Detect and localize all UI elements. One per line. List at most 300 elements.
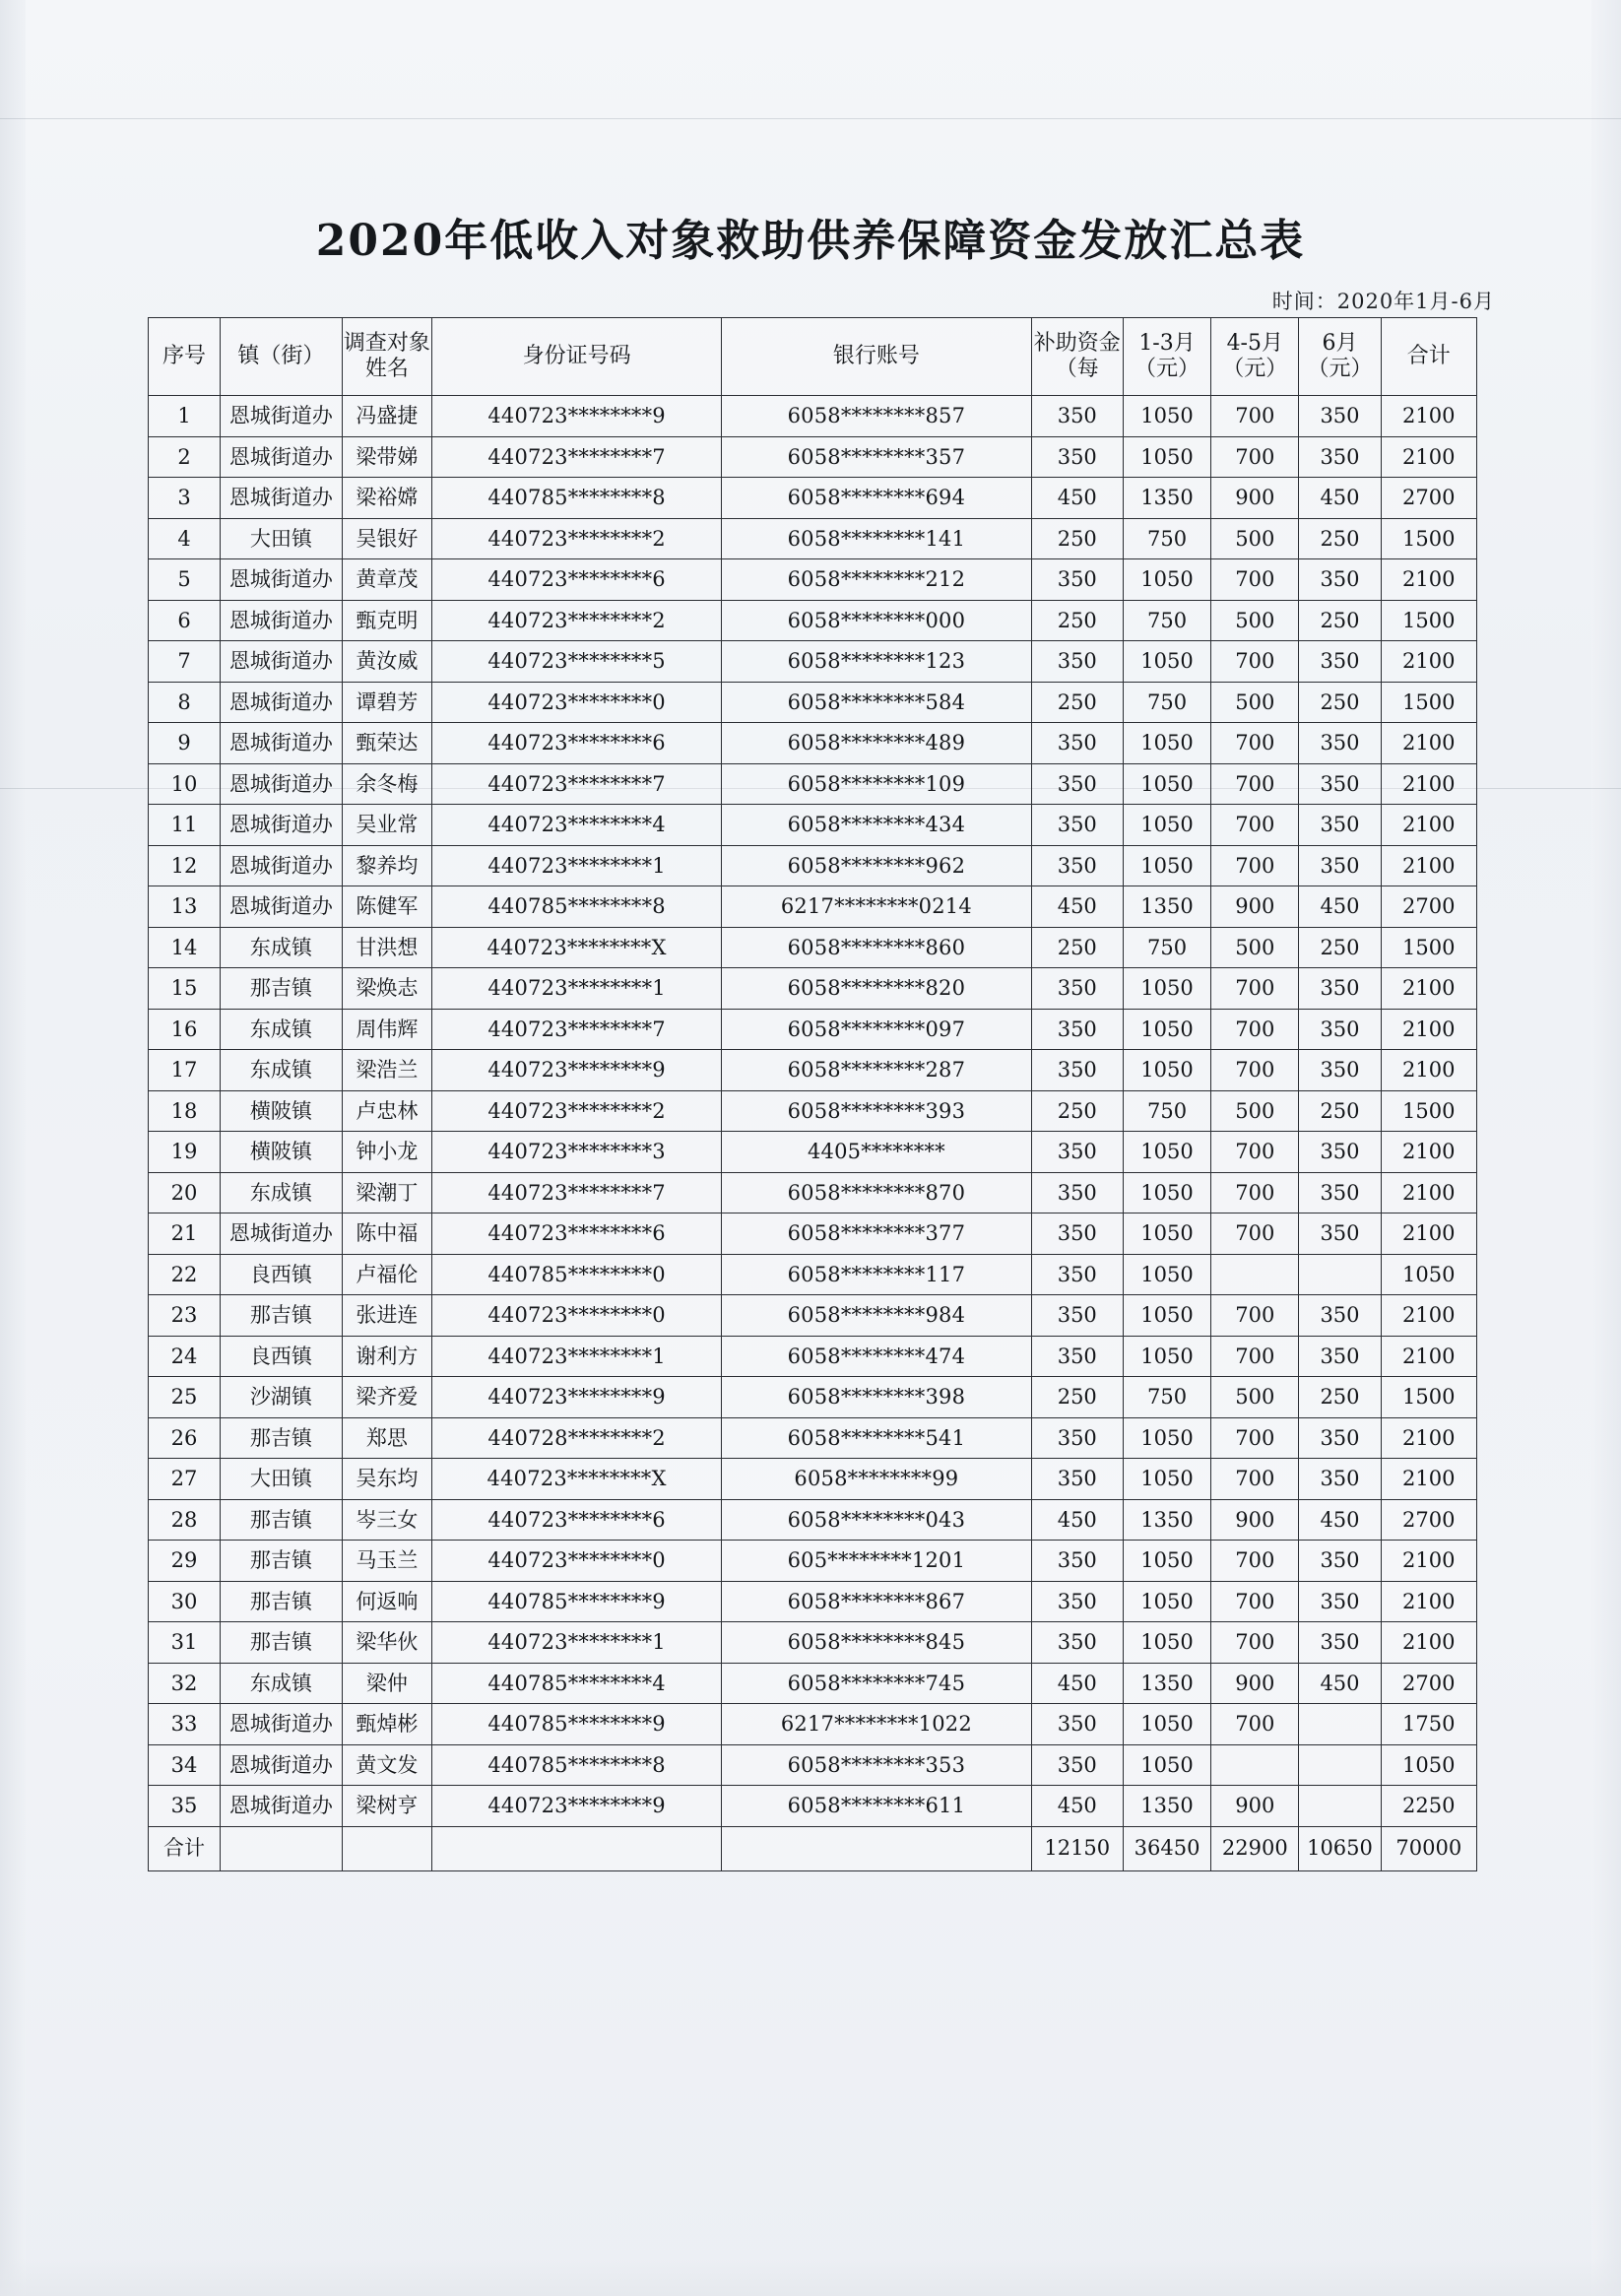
row-month-1-3: 1350 [1123, 1663, 1210, 1704]
row-name: 梁带娣 [342, 436, 431, 478]
row-id-number: 440723********2 [432, 600, 722, 641]
row-id-number: 440723********1 [432, 1622, 722, 1664]
table-header [149, 318, 1477, 396]
row-month-1-3: 1050 [1123, 1581, 1210, 1622]
header-row [149, 318, 1477, 396]
row-month-6: 250 [1299, 927, 1381, 968]
row-month-1-3: 1350 [1123, 478, 1210, 519]
row-bank-account: 6058********398 [722, 1377, 1031, 1418]
row-town: 东成镇 [221, 1050, 343, 1091]
row-subsidy: 350 [1031, 1581, 1123, 1622]
row-bank-account: 6058********097 [722, 1009, 1031, 1050]
row-subsidy: 350 [1031, 1214, 1123, 1255]
row-month-6 [1299, 1704, 1381, 1745]
row-month-6: 350 [1299, 559, 1381, 601]
row-month-4-5: 700 [1211, 1704, 1299, 1745]
row-month-4-5: 700 [1211, 436, 1299, 478]
row-index: 26 [149, 1417, 221, 1459]
row-month-6: 350 [1299, 641, 1381, 683]
date-range-label: 时间：2020年1月-6月 [1271, 290, 1495, 313]
row-total: 2100 [1381, 1214, 1476, 1255]
row-month-4-5: 700 [1211, 396, 1299, 437]
row-name: 陈中福 [342, 1214, 431, 1255]
row-name: 黄汝威 [342, 641, 431, 683]
row-month-4-5: 700 [1211, 1295, 1299, 1337]
row-name: 甄荣达 [342, 723, 431, 764]
row-month-4-5: 500 [1211, 927, 1299, 968]
row-total: 1750 [1381, 1704, 1476, 1745]
row-month-6: 350 [1299, 1295, 1381, 1337]
row-town: 恩城街道办 [221, 641, 343, 683]
row-town: 恩城街道办 [221, 1786, 343, 1827]
table-row [149, 1499, 1477, 1541]
row-town: 恩城街道办 [221, 478, 343, 519]
row-town: 那吉镇 [221, 1417, 343, 1459]
row-total-bank-account [722, 1826, 1031, 1870]
row-id-number: 440723********X [432, 1459, 722, 1500]
row-total: 2100 [1381, 805, 1476, 846]
column-header-month-1-3: 1-3月（元） [1123, 318, 1210, 396]
row-name: 吴业常 [342, 805, 431, 846]
row-total: 2100 [1381, 641, 1476, 683]
row-total-month-6: 10650 [1299, 1826, 1381, 1870]
summary-table-container [148, 317, 1477, 1871]
table-row [149, 1254, 1477, 1295]
row-month-4-5: 900 [1211, 478, 1299, 519]
row-subsidy: 350 [1031, 1336, 1123, 1377]
row-month-6: 450 [1299, 1499, 1381, 1541]
row-name: 张进连 [342, 1295, 431, 1337]
row-total-name [342, 1826, 431, 1870]
row-month-6: 350 [1299, 1581, 1381, 1622]
row-name: 冯盛捷 [342, 396, 431, 437]
row-bank-account: 6058********434 [722, 805, 1031, 846]
row-index: 3 [149, 478, 221, 519]
column-header-month-6: 6月（元） [1299, 318, 1381, 396]
row-name: 梁华伙 [342, 1622, 431, 1664]
row-subsidy: 350 [1031, 723, 1123, 764]
row-subsidy: 350 [1031, 559, 1123, 601]
row-month-4-5: 900 [1211, 1663, 1299, 1704]
row-bank-account: 6058********745 [722, 1663, 1031, 1704]
row-month-4-5: 500 [1211, 600, 1299, 641]
row-id-number: 440728********2 [432, 1417, 722, 1459]
column-header-name: 调查对象姓名 [342, 318, 431, 396]
row-month-1-3: 1050 [1123, 1172, 1210, 1214]
row-id-number: 440723********9 [432, 1377, 722, 1418]
row-town: 恩城街道办 [221, 845, 343, 886]
row-total: 2100 [1381, 845, 1476, 886]
table-row [149, 682, 1477, 723]
table-row [149, 1541, 1477, 1582]
row-subsidy: 350 [1031, 396, 1123, 437]
row-index: 27 [149, 1459, 221, 1500]
total-row-label: 合计 [149, 1826, 221, 1870]
row-month-4-5: 700 [1211, 559, 1299, 601]
row-id-number: 440723********6 [432, 559, 722, 601]
row-index: 25 [149, 1377, 221, 1418]
row-total: 1500 [1381, 1090, 1476, 1132]
row-bank-account: 6058********860 [722, 927, 1031, 968]
row-index: 13 [149, 886, 221, 928]
table-row [149, 723, 1477, 764]
row-name: 吴银好 [342, 518, 431, 559]
row-bank-account: 6058********857 [722, 396, 1031, 437]
row-town: 那吉镇 [221, 968, 343, 1010]
row-id-number: 440723********6 [432, 1499, 722, 1541]
row-index: 19 [149, 1132, 221, 1173]
row-id-number: 440785********0 [432, 1254, 722, 1295]
row-month-6: 350 [1299, 845, 1381, 886]
row-town: 那吉镇 [221, 1295, 343, 1337]
row-bank-account: 6058********043 [722, 1499, 1031, 1541]
row-total: 1050 [1381, 1744, 1476, 1786]
row-id-number: 440723********1 [432, 1336, 722, 1377]
row-total: 2100 [1381, 1581, 1476, 1622]
table-row [149, 1744, 1477, 1786]
row-total: 2100 [1381, 968, 1476, 1010]
row-id-number: 440723********7 [432, 1172, 722, 1214]
row-name: 谢利方 [342, 1336, 431, 1377]
row-month-1-3: 1050 [1123, 1417, 1210, 1459]
row-month-6: 350 [1299, 1050, 1381, 1091]
row-name: 梁仲 [342, 1663, 431, 1704]
row-subsidy: 350 [1031, 1172, 1123, 1214]
row-month-6: 350 [1299, 396, 1381, 437]
row-month-1-3: 1050 [1123, 845, 1210, 886]
row-month-4-5: 500 [1211, 518, 1299, 559]
table-row [149, 436, 1477, 478]
row-subsidy: 450 [1031, 1499, 1123, 1541]
column-header-total: 合计 [1381, 318, 1476, 396]
row-id-number: 440785********8 [432, 1744, 722, 1786]
row-bank-account: 6058********287 [722, 1050, 1031, 1091]
row-month-1-3: 1050 [1123, 968, 1210, 1010]
row-name: 马玉兰 [342, 1541, 431, 1582]
row-id-number: 440723********3 [432, 1132, 722, 1173]
row-index: 20 [149, 1172, 221, 1214]
row-month-1-3: 1050 [1123, 1704, 1210, 1745]
row-town: 横陂镇 [221, 1132, 343, 1173]
row-month-6 [1299, 1254, 1381, 1295]
row-bank-account: 6058********123 [722, 641, 1031, 683]
row-subsidy: 250 [1031, 1090, 1123, 1132]
row-town: 恩城街道办 [221, 396, 343, 437]
row-town: 东成镇 [221, 1172, 343, 1214]
table-row [149, 763, 1477, 805]
row-id-number: 440723********4 [432, 805, 722, 846]
row-index: 8 [149, 682, 221, 723]
row-total-month-4-5: 22900 [1211, 1826, 1299, 1870]
page-edge-right [1591, 0, 1621, 2296]
row-month-1-3: 1050 [1123, 396, 1210, 437]
column-header-id-number: 身份证号码 [432, 318, 722, 396]
row-id-number: 440723********2 [432, 518, 722, 559]
row-index: 23 [149, 1295, 221, 1337]
row-month-6: 250 [1299, 682, 1381, 723]
row-index: 31 [149, 1622, 221, 1664]
row-index: 9 [149, 723, 221, 764]
row-month-1-3: 1350 [1123, 886, 1210, 928]
row-bank-account: 6058********117 [722, 1254, 1031, 1295]
row-month-4-5: 900 [1211, 1499, 1299, 1541]
row-total: 2100 [1381, 1459, 1476, 1500]
row-month-1-3: 750 [1123, 927, 1210, 968]
row-month-6: 350 [1299, 805, 1381, 846]
row-bank-account: 6058********141 [722, 518, 1031, 559]
column-header-bank-account: 银行账号 [722, 318, 1031, 396]
row-index: 6 [149, 600, 221, 641]
row-bank-account: 6058********377 [722, 1214, 1031, 1255]
row-id-number: 440723********9 [432, 1050, 722, 1091]
row-total: 2100 [1381, 1009, 1476, 1050]
row-total: 2100 [1381, 763, 1476, 805]
row-month-6: 250 [1299, 1377, 1381, 1418]
row-month-6: 350 [1299, 723, 1381, 764]
row-subsidy: 350 [1031, 1295, 1123, 1337]
table-row [149, 968, 1477, 1010]
row-total: 2700 [1381, 1663, 1476, 1704]
row-subsidy: 350 [1031, 845, 1123, 886]
row-town: 恩城街道办 [221, 600, 343, 641]
table-row [149, 1336, 1477, 1377]
row-id-number: 440723********1 [432, 845, 722, 886]
row-town: 东成镇 [221, 1009, 343, 1050]
row-month-6 [1299, 1744, 1381, 1786]
page-edge-bottom [0, 2257, 1621, 2296]
row-index: 10 [149, 763, 221, 805]
row-month-1-3: 1050 [1123, 723, 1210, 764]
row-index: 33 [149, 1704, 221, 1745]
row-total-town [221, 1826, 343, 1870]
row-index: 2 [149, 436, 221, 478]
row-month-4-5: 700 [1211, 1541, 1299, 1582]
row-bank-account: 6058********962 [722, 845, 1031, 886]
row-month-4-5: 500 [1211, 1377, 1299, 1418]
row-month-4-5: 700 [1211, 1336, 1299, 1377]
row-index: 34 [149, 1744, 221, 1786]
row-bank-account: 6058********845 [722, 1622, 1031, 1664]
row-subsidy: 450 [1031, 1663, 1123, 1704]
row-town: 良西镇 [221, 1336, 343, 1377]
row-name: 甘洪想 [342, 927, 431, 968]
row-id-number: 440785********8 [432, 886, 722, 928]
row-month-4-5 [1211, 1254, 1299, 1295]
row-bank-account: 4405******** [722, 1132, 1031, 1173]
table-row [149, 805, 1477, 846]
row-month-1-3: 1050 [1123, 559, 1210, 601]
table-row [149, 396, 1477, 437]
row-town: 东成镇 [221, 927, 343, 968]
row-month-6: 350 [1299, 1172, 1381, 1214]
row-month-6: 450 [1299, 1663, 1381, 1704]
row-total: 2100 [1381, 1336, 1476, 1377]
row-month-4-5: 500 [1211, 1090, 1299, 1132]
row-town: 那吉镇 [221, 1541, 343, 1582]
row-month-1-3: 1050 [1123, 1214, 1210, 1255]
row-name: 黎养均 [342, 845, 431, 886]
row-town: 那吉镇 [221, 1499, 343, 1541]
table-row [149, 886, 1477, 928]
row-month-1-3: 1050 [1123, 1254, 1210, 1295]
row-name: 卢忠林 [342, 1090, 431, 1132]
row-id-number: 440723********7 [432, 763, 722, 805]
row-index: 21 [149, 1214, 221, 1255]
row-month-6: 450 [1299, 886, 1381, 928]
row-name: 周伟辉 [342, 1009, 431, 1050]
row-month-1-3: 1050 [1123, 1336, 1210, 1377]
row-total: 2100 [1381, 396, 1476, 437]
column-header-subsidy: 补助资金（每 [1031, 318, 1123, 396]
table-row [149, 1622, 1477, 1664]
row-id-number: 440723********0 [432, 682, 722, 723]
row-town: 恩城街道办 [221, 763, 343, 805]
table-row [149, 1172, 1477, 1214]
row-month-1-3: 1050 [1123, 1132, 1210, 1173]
row-total: 1500 [1381, 518, 1476, 559]
row-name: 陈健军 [342, 886, 431, 928]
row-name: 黄章茂 [342, 559, 431, 601]
row-subsidy: 350 [1031, 1132, 1123, 1173]
page-title: 2020年低收入对象救助供养保障资金发放汇总表 [315, 216, 1306, 266]
row-subsidy: 450 [1031, 478, 1123, 519]
row-total: 2100 [1381, 1050, 1476, 1091]
row-id-number: 440785********9 [432, 1704, 722, 1745]
row-index: 1 [149, 396, 221, 437]
row-name: 何返响 [342, 1581, 431, 1622]
row-month-6: 350 [1299, 1541, 1381, 1582]
table-row [149, 518, 1477, 559]
row-index: 35 [149, 1786, 221, 1827]
row-month-4-5: 700 [1211, 723, 1299, 764]
table-row [149, 641, 1477, 683]
row-bank-account: 6058********000 [722, 600, 1031, 641]
row-total: 2100 [1381, 1417, 1476, 1459]
table-row [149, 1132, 1477, 1173]
table-total-row [149, 1826, 1477, 1870]
row-subsidy: 250 [1031, 682, 1123, 723]
row-index: 11 [149, 805, 221, 846]
table-row [149, 1581, 1477, 1622]
row-month-1-3: 750 [1123, 518, 1210, 559]
row-index: 30 [149, 1581, 221, 1622]
row-id-number: 440723********0 [432, 1541, 722, 1582]
row-town: 沙湖镇 [221, 1377, 343, 1418]
row-subsidy: 350 [1031, 1541, 1123, 1582]
table-row [149, 1377, 1477, 1418]
row-bank-account: 6058********584 [722, 682, 1031, 723]
table-row [149, 600, 1477, 641]
row-bank-account: 6217********0214 [722, 886, 1031, 928]
row-subsidy: 350 [1031, 641, 1123, 683]
row-bank-account: 6058********109 [722, 763, 1031, 805]
row-index: 15 [149, 968, 221, 1010]
row-month-6: 350 [1299, 1009, 1381, 1050]
row-index: 29 [149, 1541, 221, 1582]
table-row [149, 1090, 1477, 1132]
row-name: 吴东均 [342, 1459, 431, 1500]
row-id-number: 440785********8 [432, 478, 722, 519]
row-index: 32 [149, 1663, 221, 1704]
row-month-6: 350 [1299, 1622, 1381, 1664]
row-id-number: 440723********1 [432, 968, 722, 1010]
row-name: 梁潮丁 [342, 1172, 431, 1214]
row-bank-account: 6058********984 [722, 1295, 1031, 1337]
row-bank-account: 6058********99 [722, 1459, 1031, 1500]
row-total: 1500 [1381, 682, 1476, 723]
row-month-1-3: 1050 [1123, 1622, 1210, 1664]
row-month-6: 350 [1299, 1132, 1381, 1173]
row-name: 梁浩兰 [342, 1050, 431, 1091]
row-name: 黄文发 [342, 1744, 431, 1786]
row-month-6: 350 [1299, 436, 1381, 478]
row-total: 2100 [1381, 1541, 1476, 1582]
row-id-number: 440723********6 [432, 723, 722, 764]
table-row [149, 1704, 1477, 1745]
table-row [149, 1786, 1477, 1827]
row-town: 恩城街道办 [221, 1704, 343, 1745]
summary-table [148, 317, 1477, 1871]
row-total-sum: 70000 [1381, 1826, 1476, 1870]
row-total-id-number [432, 1826, 722, 1870]
table-row [149, 1214, 1477, 1255]
row-month-6: 350 [1299, 1459, 1381, 1500]
row-bank-account: 605********1201 [722, 1541, 1031, 1582]
row-bank-account: 6058********489 [722, 723, 1031, 764]
row-total-subsidy: 12150 [1031, 1826, 1123, 1870]
row-month-4-5: 700 [1211, 1009, 1299, 1050]
row-month-6: 250 [1299, 1090, 1381, 1132]
row-bank-account: 6217********1022 [722, 1704, 1031, 1745]
row-month-6: 350 [1299, 1417, 1381, 1459]
row-town: 恩城街道办 [221, 559, 343, 601]
row-total: 2700 [1381, 886, 1476, 928]
row-name: 梁齐爱 [342, 1377, 431, 1418]
column-header-month-4-5: 4-5月（元） [1211, 318, 1299, 396]
row-town: 恩城街道办 [221, 436, 343, 478]
row-name: 甄焯彬 [342, 1704, 431, 1745]
row-name: 岑三女 [342, 1499, 431, 1541]
row-month-6: 450 [1299, 478, 1381, 519]
row-subsidy: 250 [1031, 1377, 1123, 1418]
row-total: 1500 [1381, 600, 1476, 641]
table-row [149, 845, 1477, 886]
row-total: 2100 [1381, 436, 1476, 478]
row-bank-account: 6058********353 [722, 1744, 1031, 1786]
row-subsidy: 350 [1031, 1009, 1123, 1050]
row-month-1-3: 1050 [1123, 1459, 1210, 1500]
row-month-4-5: 700 [1211, 1459, 1299, 1500]
row-bank-account: 6058********694 [722, 478, 1031, 519]
row-total: 2700 [1381, 1499, 1476, 1541]
row-subsidy: 450 [1031, 886, 1123, 928]
row-town: 那吉镇 [221, 1581, 343, 1622]
row-month-1-3: 750 [1123, 682, 1210, 723]
row-month-1-3: 750 [1123, 1090, 1210, 1132]
row-index: 7 [149, 641, 221, 683]
table-row [149, 1050, 1477, 1091]
row-name: 梁焕志 [342, 968, 431, 1010]
row-total: 2100 [1381, 1622, 1476, 1664]
row-id-number: 440723********9 [432, 396, 722, 437]
row-month-4-5: 700 [1211, 1622, 1299, 1664]
row-month-1-3: 1050 [1123, 1009, 1210, 1050]
row-bank-account: 6058********541 [722, 1417, 1031, 1459]
row-month-4-5: 700 [1211, 1132, 1299, 1173]
page-edge-left [0, 0, 26, 2296]
row-month-1-3: 1050 [1123, 805, 1210, 846]
row-total: 1500 [1381, 927, 1476, 968]
